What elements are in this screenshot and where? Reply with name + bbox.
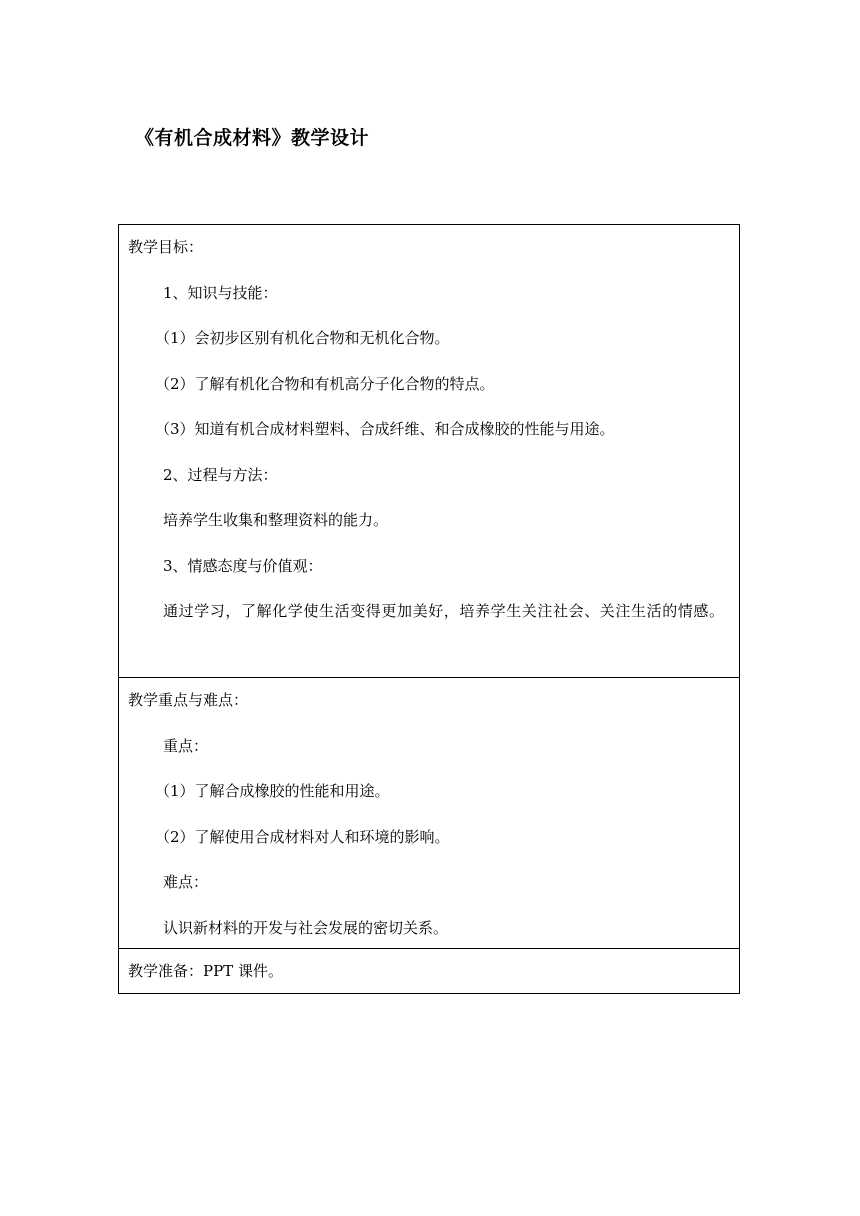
lesson-plan-table bbox=[118, 224, 740, 994]
emotion-text: 通过学习，了解化学使生活变得更加美好，培养学生关注社会、关注生活的情感。 bbox=[163, 602, 725, 620]
knowledge-item: （1）会初步区别有机化合物和无机化合物。 bbox=[155, 329, 450, 347]
objectives-heading: 教学目标： bbox=[128, 238, 204, 256]
key-points-section bbox=[119, 677, 739, 948]
process-heading: 2、过程与方法： bbox=[163, 465, 278, 484]
knowledge-heading: 1、知识与技能： bbox=[163, 283, 278, 302]
knowledge-item: （2）了解有机化合物和有机高分子化合物的特点。 bbox=[155, 374, 495, 393]
process-text: 培养学生收集和整理资料的能力。 bbox=[163, 511, 389, 529]
objectives-section bbox=[119, 225, 739, 677]
difficulty-heading: 难点： bbox=[163, 873, 209, 891]
page-title: 《有机合成材料》教学设计 bbox=[135, 127, 370, 149]
knowledge-item: （3）知道有机合成材料塑料、合成纤维、和合成橡胶的性能与用途。 bbox=[155, 420, 615, 438]
focus-heading: 重点： bbox=[163, 736, 209, 755]
preparation-text: 教学准备：PPT 课件。 bbox=[128, 962, 283, 980]
emotion-heading: 3、情感态度与价值观： bbox=[163, 556, 323, 575]
focus-item: （2）了解使用合成材料对人和环境的影响。 bbox=[155, 827, 450, 846]
difficulty-text: 认识新材料的开发与社会发展的密切关系。 bbox=[163, 918, 449, 937]
key-points-heading: 教学重点与难点： bbox=[128, 691, 249, 709]
focus-item: （1）了解合成橡胶的性能和用途。 bbox=[155, 782, 390, 800]
preparation-section bbox=[119, 948, 739, 993]
